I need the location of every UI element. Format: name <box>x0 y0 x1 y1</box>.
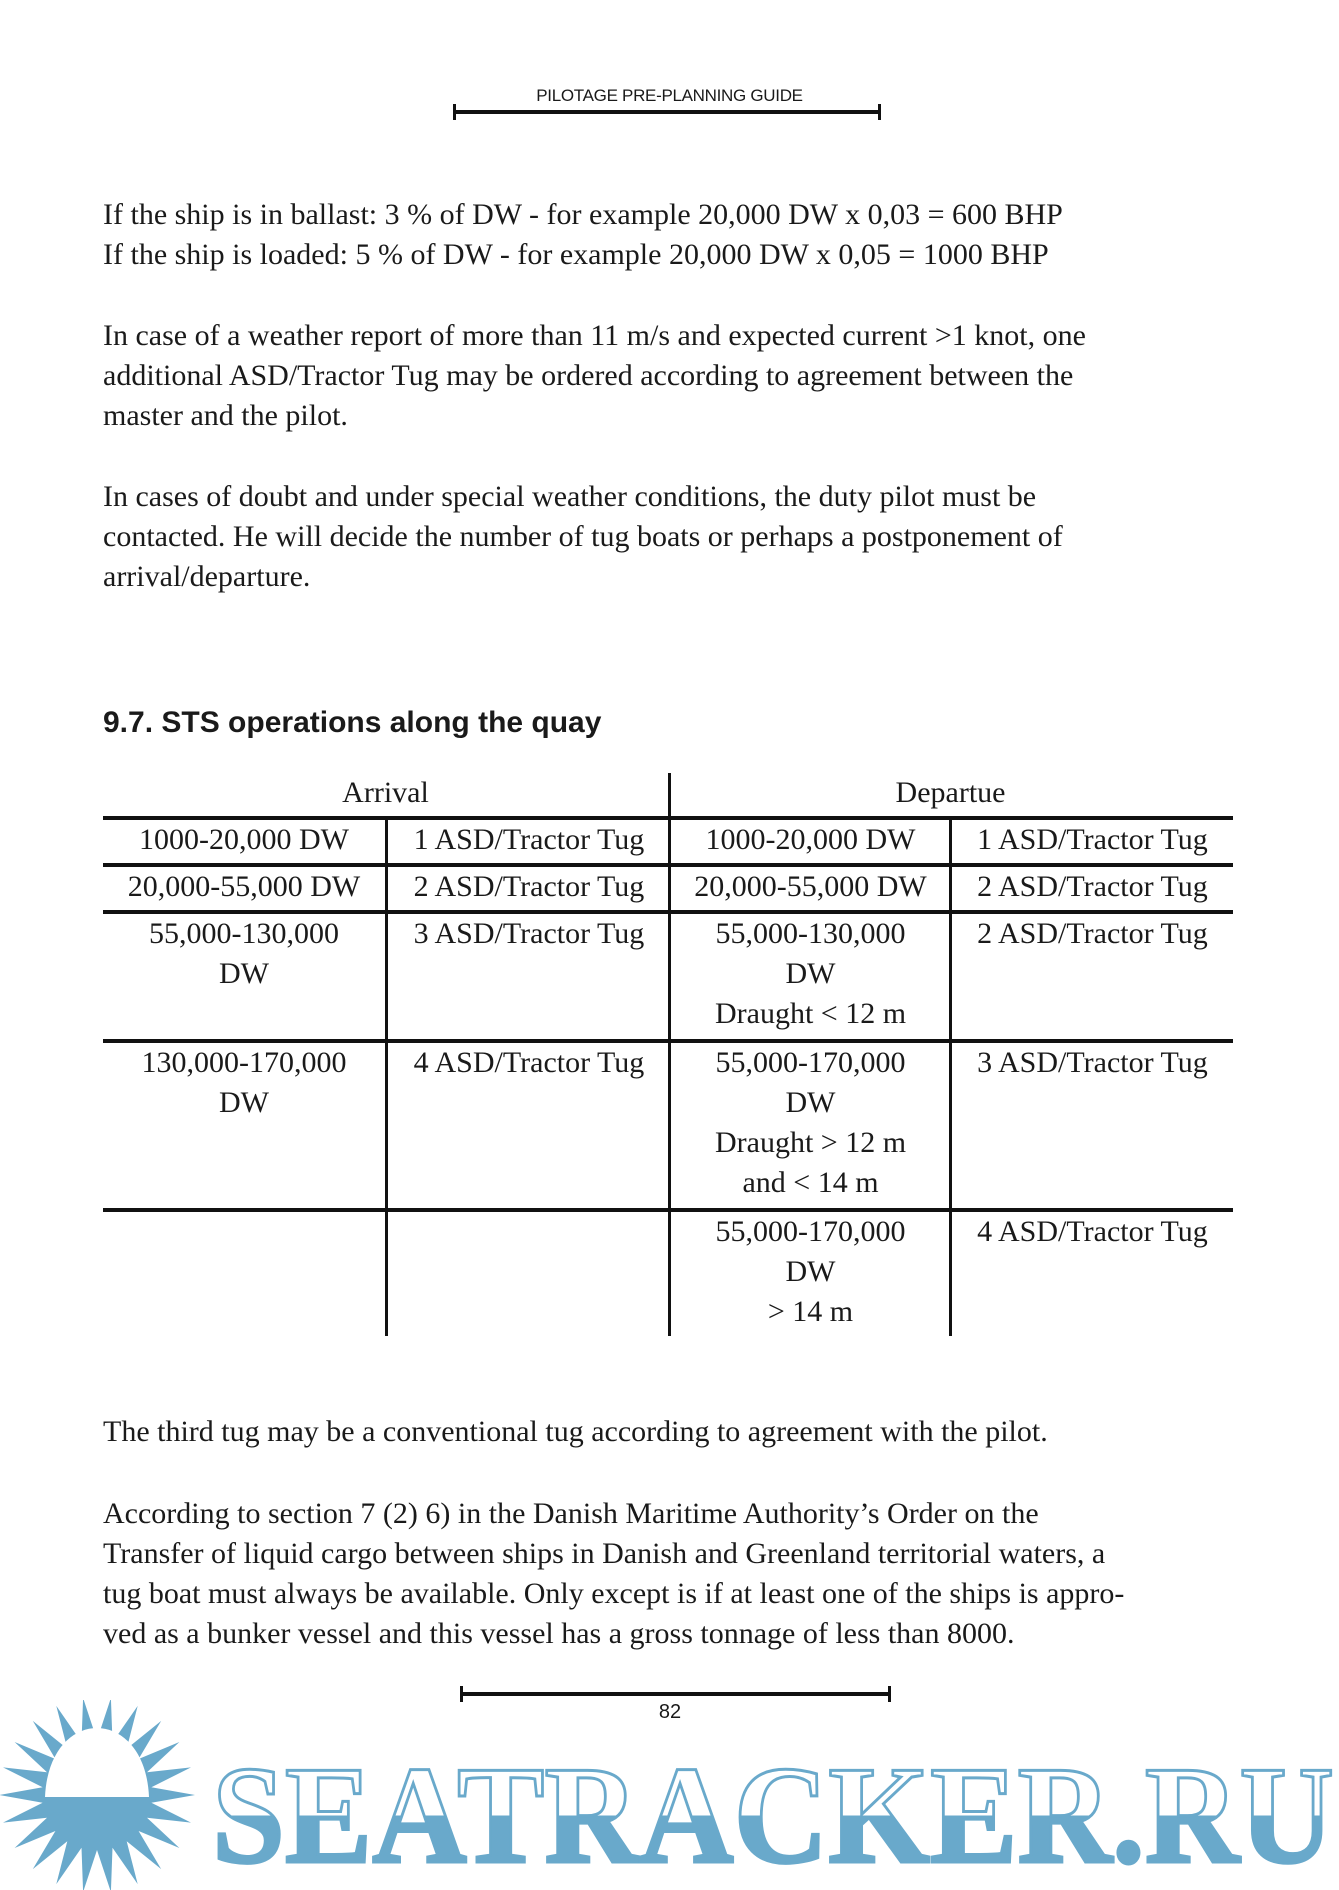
cell-line: 3 ASD/Tractor Tug <box>413 917 645 950</box>
table-cell <box>103 914 385 994</box>
footer-rule <box>460 1692 891 1696</box>
cell-line: 4 ASD/Tractor Tug <box>413 1046 645 1079</box>
paragraph-regulation <box>103 1494 1124 1654</box>
cell-line: 1000-20,000 DW <box>139 823 349 856</box>
cell-line: DW <box>219 957 269 990</box>
text-line: additional ASD/Tractor Tug may be ordered according to agreement between the <box>103 359 1074 392</box>
cell-line: 1 ASD/Tractor Tug <box>977 823 1208 856</box>
text-line: tug boat must always be available. Only except is if at least one of the ships is appro- <box>103 1577 1125 1610</box>
cell-line: > 14 m <box>767 1295 854 1328</box>
running-header: PILOTAGE PRE-PLANNING GUIDE <box>536 86 803 105</box>
cell-line: 55,000-170,000 <box>715 1215 906 1248</box>
cell-line: 3 ASD/Tractor Tug <box>977 1046 1208 1079</box>
text-line: In cases of doubt and under special weather conditions, the duty pilot must be <box>103 480 1037 513</box>
column-header-departure: Departue <box>895 776 1006 809</box>
table-cell <box>952 820 1233 860</box>
text-line: In case of a weather report of more than 11 m/s and expected current >1 knot, one <box>103 319 1086 352</box>
cell-line: 2 ASD/Tractor Tug <box>977 917 1208 950</box>
sun-logo-icon <box>0 1700 195 1890</box>
cell-line: Draught < 12 m <box>714 997 907 1030</box>
cell-line: 20,000-55,000 DW <box>694 870 927 903</box>
paragraph-third-tug <box>103 1412 1048 1452</box>
seatracker-watermark <box>0 1700 1339 1890</box>
cell-line: 1000-20,000 DW <box>705 823 916 856</box>
table-cell <box>388 914 670 954</box>
text-line: arrival/departure. <box>103 560 311 593</box>
table-cell <box>388 1043 670 1083</box>
text-line: According to section 7 (2) 6) in the Danish Maritime Authority’s Order on the <box>103 1497 1039 1530</box>
page-number: 82 <box>658 1701 682 1723</box>
text-line: If the ship is loaded: 5 % of DW - for example 20,000 DW x 0,05 = 1000 BHP <box>103 238 1049 271</box>
text-line: Transfer of liquid cargo between ships in Danish and Greenland territorial waters, a <box>103 1537 1106 1570</box>
text-line: The third tug may be a conventional tug according to agreement with the pilot. <box>103 1415 1048 1448</box>
cell-line: 55,000-130,000 <box>715 917 906 950</box>
table-cell <box>952 867 1233 907</box>
text-line: If the ship is in ballast: 3 % of DW - for example 20,000 DW x 0,03 = 600 BHP <box>103 198 1063 231</box>
cell-line: 1 ASD/Tractor Tug <box>413 823 645 856</box>
cell-line: DW <box>219 1086 269 1119</box>
cell-line: 20,000-55,000 DW <box>127 870 361 903</box>
text-line: ved as a bunker vessel and this vessel has a gross tonnage of less than 8000. <box>103 1617 1015 1650</box>
cell-line: 130,000-170,000 <box>141 1046 347 1079</box>
table-cell <box>388 820 670 860</box>
column-header-arrival: Arrival <box>342 776 429 809</box>
header-rule <box>453 110 881 114</box>
paragraph-tug-power <box>103 195 1063 275</box>
cell-line: 4 ASD/Tractor Tug <box>977 1215 1208 1248</box>
cell-line: DW <box>785 1086 836 1119</box>
cell-line: 2 ASD/Tractor Tug <box>977 870 1208 903</box>
cell-line: 55,000-130,000 <box>149 917 339 950</box>
table-cell <box>952 1043 1233 1083</box>
table-cell <box>103 820 385 860</box>
table-cell <box>388 867 670 907</box>
table-cell <box>952 914 1233 954</box>
text-line: contacted. He will decide the number of tug boats or perhaps a postponement of <box>103 520 1063 553</box>
table-cell <box>103 867 385 907</box>
paragraph-doubt <box>103 477 1063 597</box>
cell-line: 2 ASD/Tractor Tug <box>413 870 645 903</box>
table-cell <box>671 1212 950 1332</box>
cell-line: Draught > 12 m <box>714 1126 907 1159</box>
cell-line: DW <box>785 1255 836 1288</box>
sts-tug-table <box>103 773 1233 1336</box>
table-cell <box>671 1043 950 1203</box>
table-cell <box>671 820 950 860</box>
cell-line: DW <box>785 957 836 990</box>
cell-line: and < 14 m <box>742 1166 879 1199</box>
section-heading: 9.7. STS operations along the quay <box>103 706 602 739</box>
cell-line: 55,000-170,000 <box>715 1046 906 1079</box>
text-line: master and the pilot. <box>103 399 348 432</box>
table-cell <box>671 914 950 1034</box>
table-cell <box>952 1212 1233 1252</box>
table-cell <box>103 1043 385 1123</box>
paragraph-weather <box>103 316 1086 436</box>
table-cell <box>671 867 950 907</box>
watermark-text: SEATRACKER.RU <box>212 1738 1334 1890</box>
